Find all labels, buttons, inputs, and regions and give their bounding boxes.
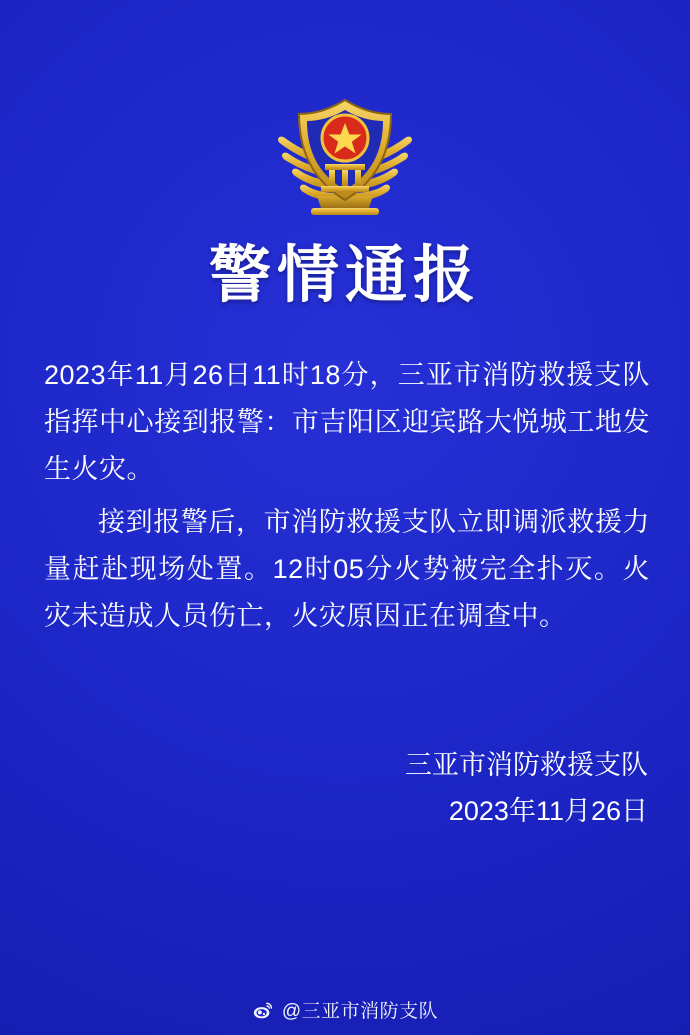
paragraph-2: 接到报警后，市消防救援支队立即调派救援力量赶赴现场处置。12时05分火势被完全扑灭。火灾未造成人员伤亡，火灾原因正在调查中。 bbox=[44, 507, 650, 631]
paragraph-1: 2023年11月26日11时18分，三亚市消防救援支队指挥中心接到报警：市吉阳区迎宾路大悦城工地发生火灾。 bbox=[44, 360, 650, 484]
weibo-icon bbox=[252, 999, 274, 1021]
china-police-emblem-icon bbox=[265, 88, 425, 228]
footer-account-name: @三亚市消防支队 bbox=[281, 1001, 439, 1022]
signature-organization: 三亚市消防救援支队 bbox=[405, 750, 648, 780]
page-title: 警情通报 bbox=[208, 238, 481, 311]
announcement-body bbox=[44, 352, 650, 646]
footer-watermark bbox=[0, 996, 690, 1023]
signature-date: 2023年11月26日 bbox=[448, 796, 648, 826]
emblem-container bbox=[0, 88, 690, 228]
signature-block bbox=[405, 742, 648, 834]
